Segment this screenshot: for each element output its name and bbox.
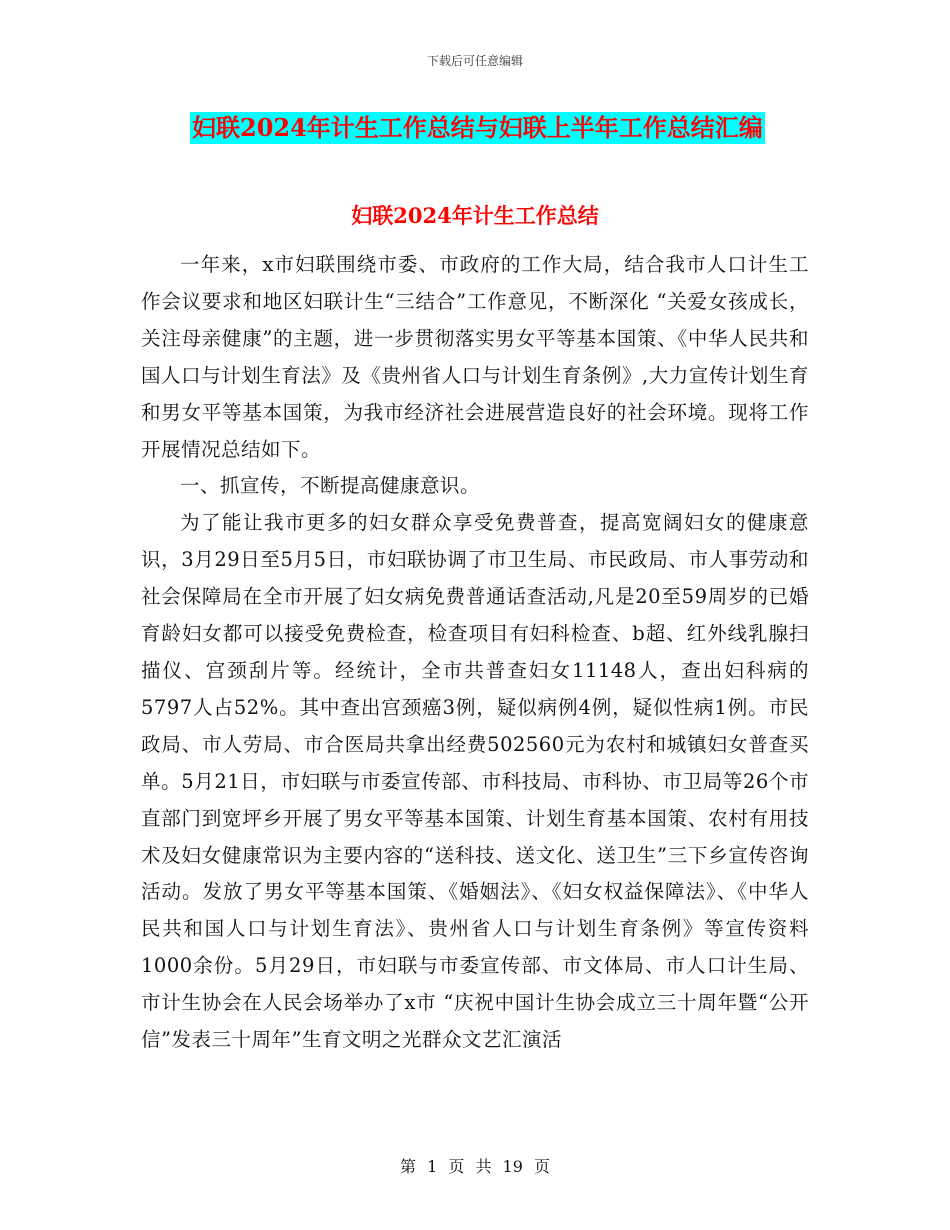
body-text <box>141 247 809 1059</box>
section-title: 妇联2024年计生工作总结 <box>351 203 599 228</box>
paragraph-heading-1: 一、抓宣传，不断提高健康意识。 <box>180 474 481 498</box>
document-title: 妇联2024年计生工作总结与妇联上半年工作总结汇编 <box>192 113 763 142</box>
page-footer: 第 1 页 共 19 页 <box>400 1157 550 1176</box>
paragraph-intro: 一年来，x市妇联围绕市委、市政府的工作大局，结合我市人口计生工作会议要求和地区妇联计生“三结合”工作意见，不断深化 “关爱女孩成长，关注母亲健康”的主题，进一步贯彻落实男女平等基本国策、《中华人民共和国人口与计划生育法》及《贵州省人口与计划生育条例》,大力宣传计划生育和男女平等基本国策，为我市经济社会进展营造良好的社会环境。现将工作开展情况总结如下。 <box>141 253 809 461</box>
paragraph-publicity: 为了能让我市更多的妇女群众享受免费普查，提高宽阔妇女的健康意识，3月29日至5月5日，市妇联协调了市卫生局、市民政局、市人事劳动和社会保障局在全市开展了妇女病免费普通话查活动,凡是20至59周岁的已婚育龄妇女都可以接受免费检查，检查项目有妇科检查、b超、红外线乳腺扫描仪、宫颈刮片等。经统计，全市共普查妇女11148人，查出妇科病的5797人占52%。其中查出宫颈癌3例，疑似病例4例，疑似性病1例。市民政局、市人劳局、市合医局共拿出经费502560元为农村和城镇妇女普查买单。5月21日，市妇联与市委宣传部、市科技局、市科协、市卫局等26个市直部门到宽坪乡开展了男女平等基本国策、计划生育基本国策、农村有用技术及妇女健康常识为主要内容的“送科技、送文化、送卫生”三下乡宣传咨询活动。发放了男女平等基本国策、《婚姻法》、《妇女权益保障法》、《中华人民共和国人口与计划生育法》、贵州省人口与计划生育条例》等宣传资料1000余份。5月29日，市妇联与市委宣传部、市文体局、市人口计生局、市计生协会在人民会场举办了x市 “庆祝中国计生协会成立三十周年暨“公开信”发表三十周年”生育文明之光群众文艺汇演活 <box>141 511 809 1052</box>
header-note: 下载后可任意编辑 <box>426 54 523 68</box>
